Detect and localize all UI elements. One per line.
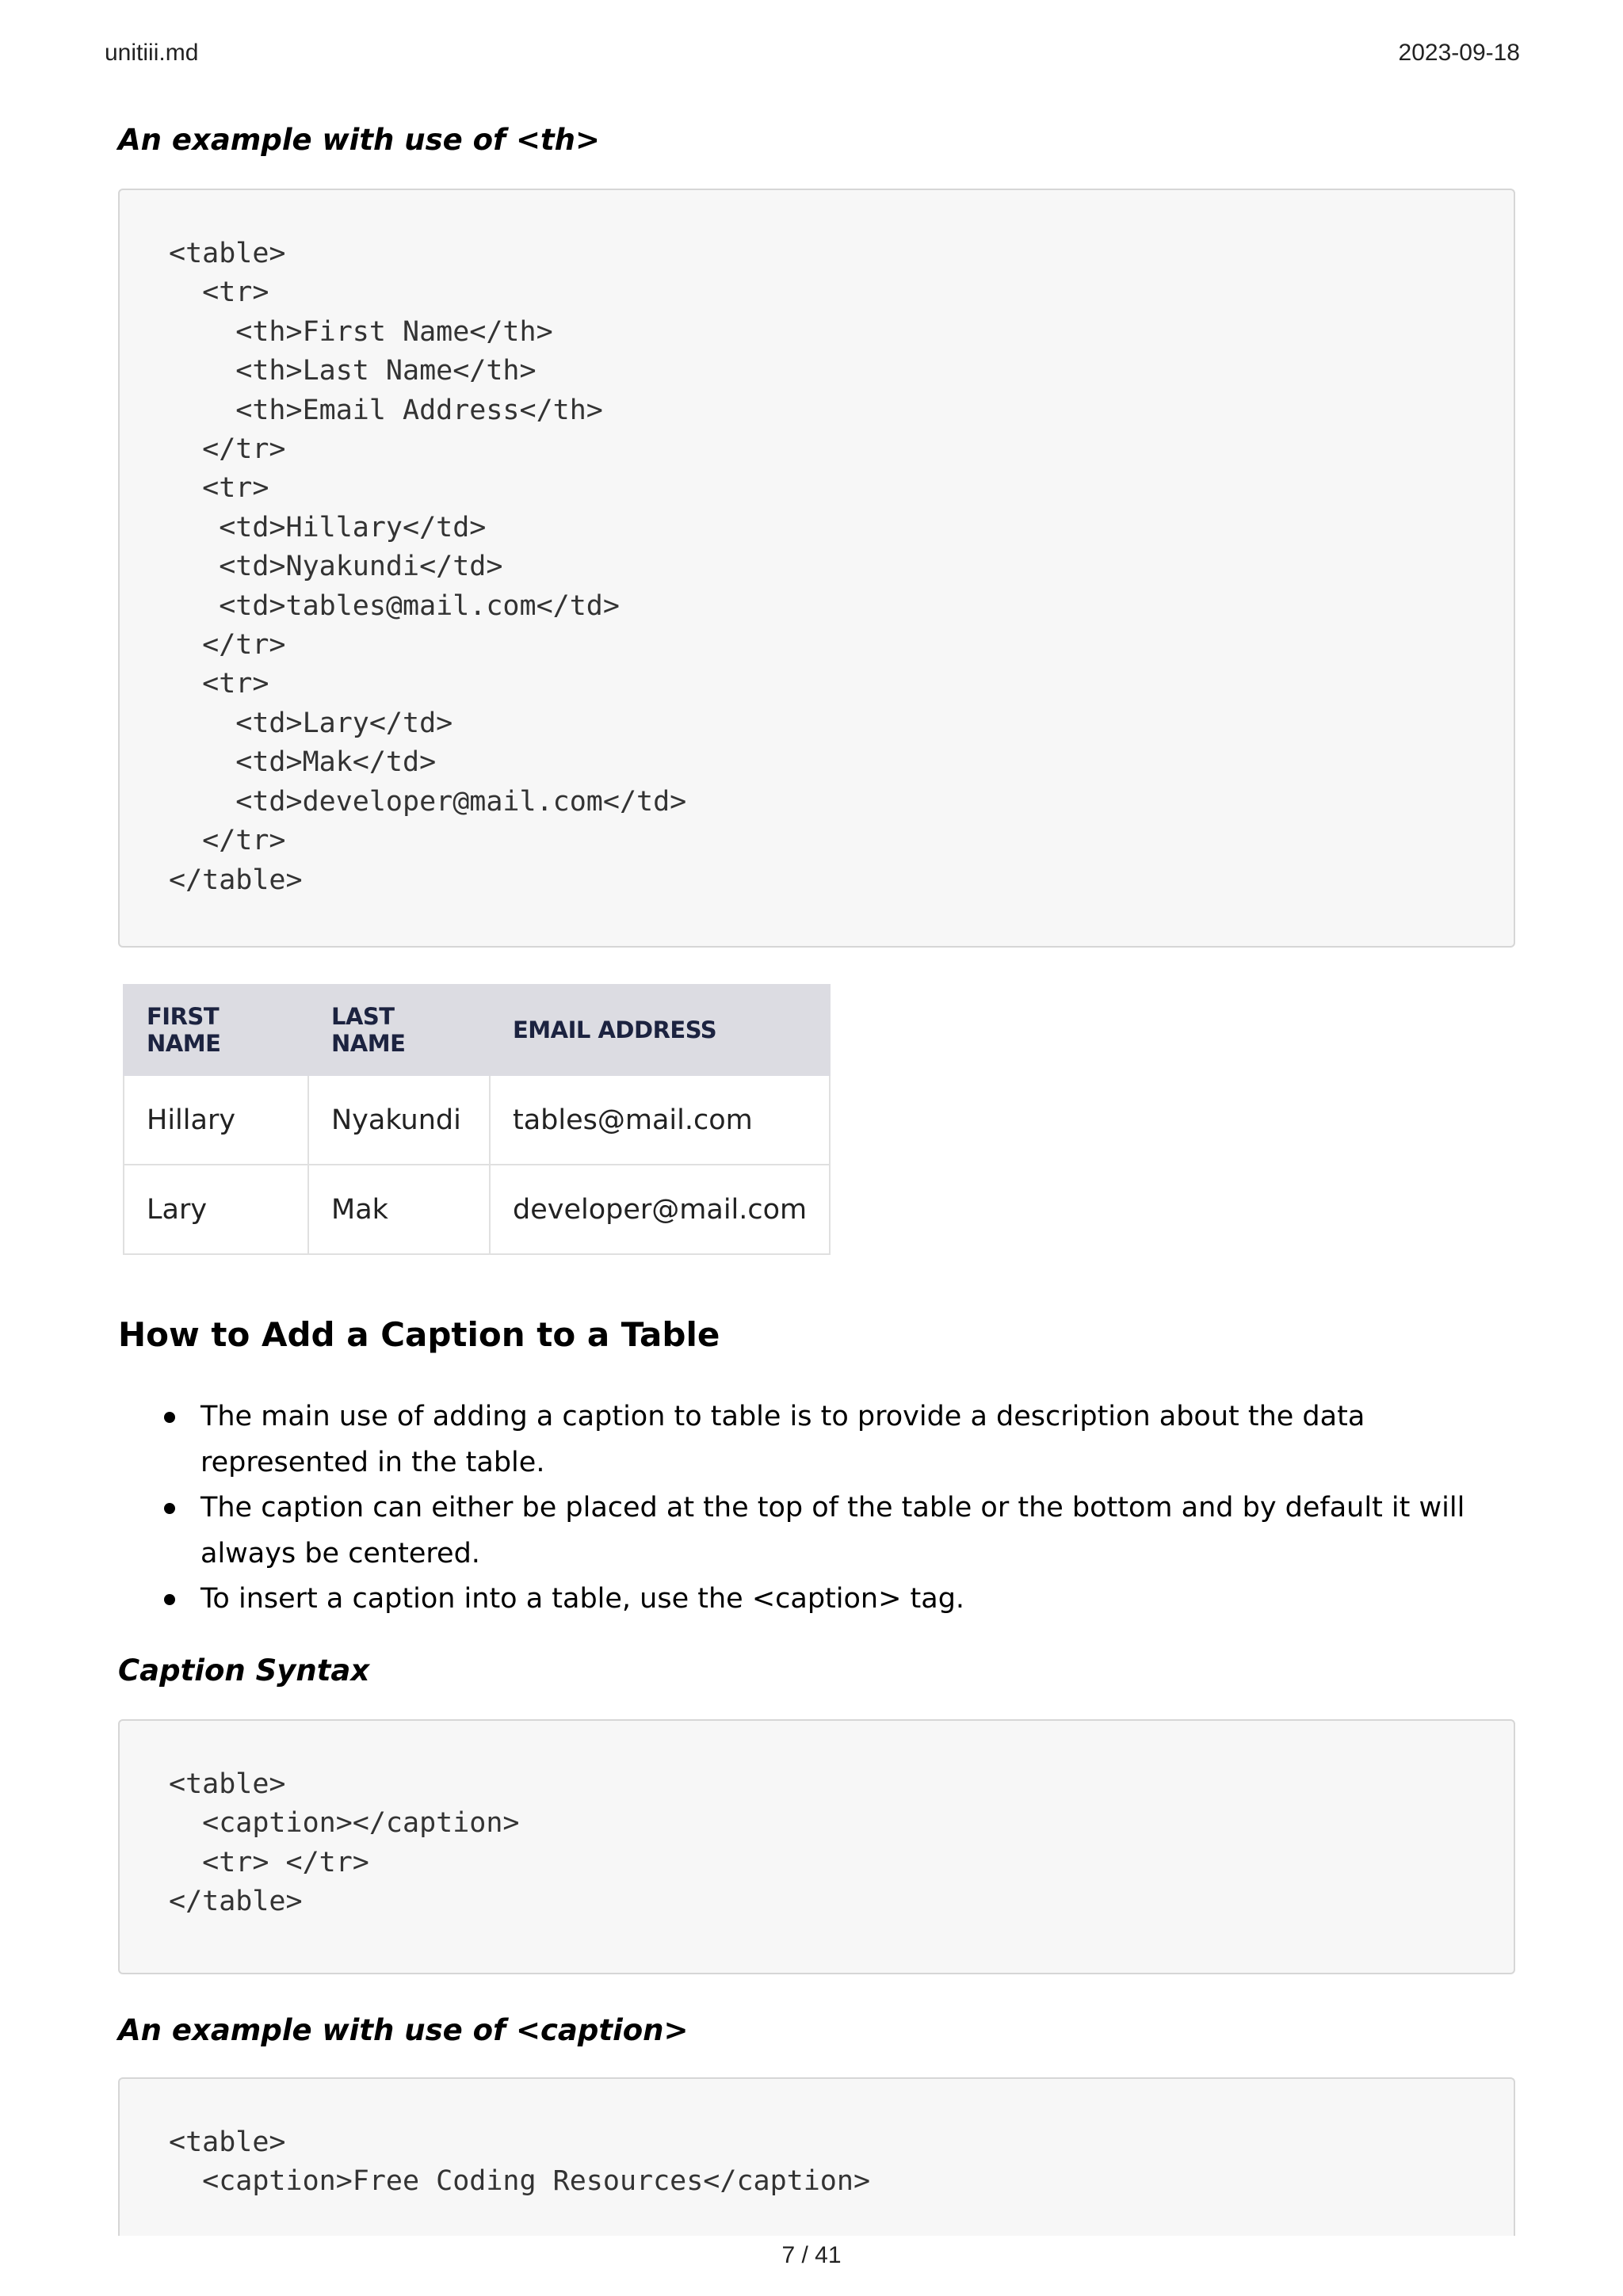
- table-cell: tables@mail.com: [490, 1075, 830, 1165]
- caption-syntax-subheading: Caption Syntax: [118, 1653, 370, 1688]
- header-first-name: FIRST NAME: [124, 985, 308, 1075]
- list-item-text: The main use of adding a caption to table is to provide a description about the data represented in the table.: [200, 1401, 1365, 1478]
- header-last-name: LAST NAME: [308, 985, 490, 1075]
- bullet-icon: [164, 1412, 175, 1423]
- example-th-subheading: An example with use of <th>: [118, 123, 601, 157]
- bullet-icon: [164, 1503, 175, 1514]
- bullet-icon: [164, 1594, 175, 1605]
- list-item-text: To insert a caption into a table, use the <caption> tag.: [200, 1583, 965, 1615]
- caption-bullet-list: [118, 1394, 1517, 1623]
- list-item: [118, 1394, 1517, 1486]
- rendered-example-table: [123, 984, 831, 1255]
- table-cell: Lary: [124, 1165, 308, 1254]
- table-row: [124, 1165, 830, 1254]
- code-text: <table> <tr> <th>First Name</th> <th>Last Name</th> <th>Email Address</th> </tr> <tr> <td>Hillary</td> <td>Nyakundi</td> <td>tables@mail.com</td> </tr> <tr> <td>Lary</td> <td>Mak</td> <td>developer@mail.com</td> </tr> </table>: [169, 238, 687, 896]
- section-heading-caption: How to Add a Caption to a Table: [118, 1315, 720, 1354]
- page-number: 7 / 41: [781, 2242, 842, 2268]
- example-caption-subheading: An example with use of <caption>: [118, 2013, 689, 2047]
- code-block-th-example: [118, 189, 1515, 948]
- table-cell: Nyakundi: [308, 1075, 490, 1165]
- code-block-caption-example: [118, 2077, 1515, 2236]
- list-item-text: The caption can either be placed at the top of the table or the bottom and by default it will always be centered.: [200, 1492, 1465, 1569]
- table-cell: Hillary: [124, 1075, 308, 1165]
- list-item: [118, 1577, 1517, 1623]
- code-text: <table> <caption></caption> <tr> </tr> </table>: [169, 1768, 520, 1918]
- document-filename: unitiii.md: [105, 40, 199, 66]
- document-date: 2023-09-18: [1398, 40, 1520, 66]
- code-text: <table> <caption>Free Coding Resources</caption>: [169, 2126, 871, 2198]
- table-header-row: [124, 985, 830, 1075]
- header-email-address: EMAIL ADDRESS: [490, 985, 830, 1075]
- table-row: [124, 1075, 830, 1165]
- list-item: [118, 1486, 1517, 1577]
- table-cell: developer@mail.com: [490, 1165, 830, 1254]
- table-cell: Mak: [308, 1165, 490, 1254]
- code-block-caption-syntax: [118, 1719, 1515, 1974]
